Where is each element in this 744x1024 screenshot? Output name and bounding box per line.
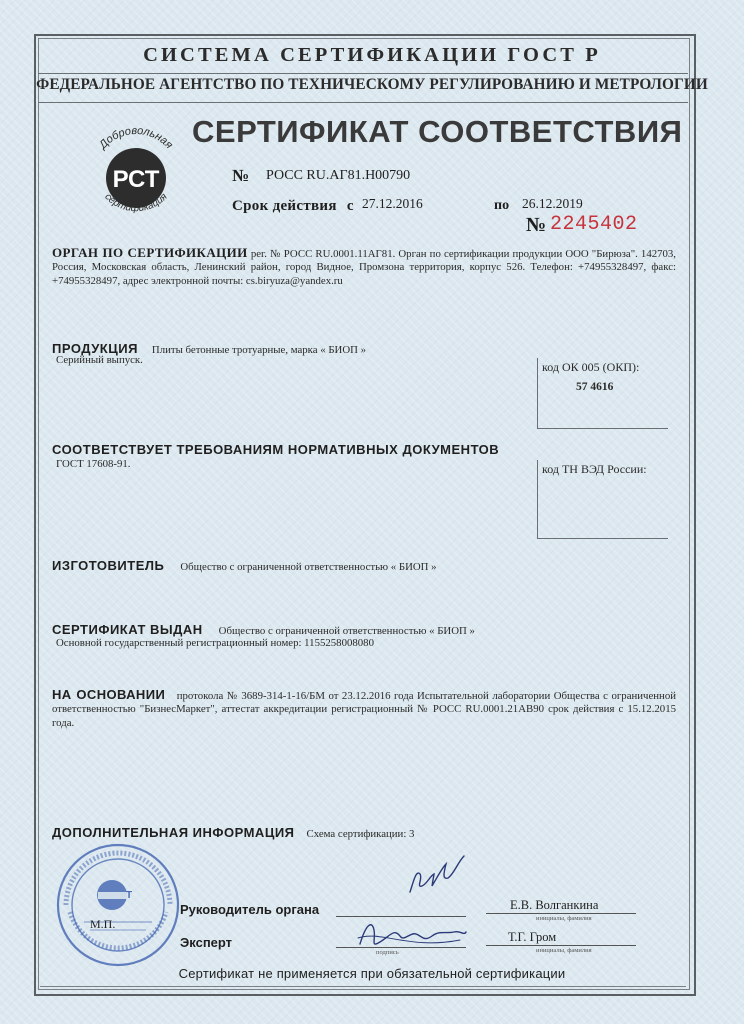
svg-text:Т: Т xyxy=(126,890,133,901)
product-heading: ПРОДУКЦИЯ xyxy=(52,341,138,356)
expert-name: Т.Г. Гром xyxy=(508,930,557,944)
certificate-title: СЕРТИФИКАТ СООТВЕТСТВИЯ xyxy=(192,114,683,149)
okp-label: код ОК 005 (ОКП): xyxy=(542,360,640,374)
serial-label: № xyxy=(526,214,547,236)
signature-caption: подпись xyxy=(376,949,399,956)
okp-value: 57 4616 xyxy=(576,381,614,393)
product-name: Плиты бетонные тротуарные, марка « БИОП » xyxy=(151,344,367,356)
conformity-heading: СООТВЕТСТВУЕТ ТРЕБОВАНИЯМ НОРМАТИВНЫХ ДОКУМЕНТОВ xyxy=(52,442,500,457)
manufacturer-section xyxy=(52,557,437,575)
issued-to-name: Общество с ограниченной ответственностью « БИОП » xyxy=(218,625,475,637)
conformity-standard: ГОСТ 17608-91. xyxy=(56,458,131,470)
validity-from: 27.12.2016 xyxy=(362,196,423,211)
header-divider-bottom xyxy=(38,102,688,103)
additional-info-heading: ДОПОЛНИТЕЛЬНАЯ ИНФОРМАЦИЯ xyxy=(52,825,295,840)
issued-to-reg-number: Основной государственный регистрационный номер: 1155258008080 xyxy=(56,637,374,649)
issued-to-heading: СЕРТИФИКАТ ВЫДАН xyxy=(52,622,203,637)
certification-body-text: рег. № РОСС RU.0001.11АГ81. Орган по сертификации продукции ООО "Бирюза". 142703, Россия, Московская область, Ленинский район, город Видное, Промзона территория, корпус 526. Телефон: +74955328497, факс: +74955328497, адрес электронной почты: cs.biryuza@yandex.ru xyxy=(52,248,677,287)
head-name-caption: инициалы, фамилия xyxy=(536,915,592,922)
header-divider xyxy=(38,73,688,74)
expert-label: Эксперт xyxy=(180,935,233,950)
certification-body-section xyxy=(52,246,676,288)
expert-name-line xyxy=(486,945,636,946)
serial-number: 2245402 xyxy=(550,213,638,236)
certificate-number: РОСС RU.АГ81.Н00790 xyxy=(266,168,411,183)
seal-label: М.П. xyxy=(90,917,116,931)
basis-section xyxy=(52,688,676,730)
logo-mark: РСТ xyxy=(112,166,160,193)
basis-heading: НА ОСНОВАНИИ xyxy=(52,687,166,702)
footer-note: Сертификат не применяется при обязательной сертификации xyxy=(178,966,566,981)
certification-body-heading: ОРГАН ПО СЕРТИФИКАЦИИ xyxy=(52,245,248,260)
round-seal-stamp xyxy=(48,840,188,970)
additional-info-text: Схема сертификации: 3 xyxy=(306,828,415,840)
expert-name-caption: инициалы, фамилия xyxy=(536,947,592,954)
logo-top-text: Добровольная xyxy=(97,124,175,152)
gost-r-logo xyxy=(80,120,190,220)
basis-text: протокола № 3689-314-1-16/БМ от 23.12.2016 года Испытательной лаборатории Общества с ограниченной ответственностью "БизнесМаркет", аттестат аккредитации регистрационный № РОСС RU.0001.21АВ90 срок действия с 15.12.2015 года. xyxy=(52,690,676,729)
validity-label-text: Срок действия xyxy=(232,198,337,214)
head-name-line xyxy=(486,913,636,914)
head-name: Е.В. Волганкина xyxy=(510,898,599,912)
head-of-body-label: Руководитель органа xyxy=(180,902,320,917)
validity-to-label: по xyxy=(494,198,510,213)
expert-handwritten-signature xyxy=(350,910,470,956)
validity-from-label: с xyxy=(346,198,354,214)
agency-name: ФЕДЕРАЛЬНОЕ АГЕНТСТВО ПО ТЕХНИЧЕСКОМУ РЕГУЛИРОВАНИЮ И МЕТРОЛОГИИ xyxy=(36,76,708,93)
manufacturer-heading: ИЗГОТОВИТЕЛЬ xyxy=(52,558,165,573)
tnved-label: код ТН ВЭД России: xyxy=(542,462,647,476)
head-handwritten-signature xyxy=(396,852,476,898)
footer-divider xyxy=(40,986,686,987)
system-title: СИСТЕМА СЕРТИФИКАЦИИ ГОСТ Р xyxy=(143,44,601,66)
logo-bottom-text: сертификация xyxy=(102,191,170,215)
number-label: № xyxy=(232,166,250,185)
manufacturer-name: Общество с ограниченной ответственностью « БИОП » xyxy=(180,561,437,573)
validity-label xyxy=(232,198,354,215)
product-release: Серийный выпуск. xyxy=(56,354,143,366)
validity-to: 26.12.2019 xyxy=(522,196,583,211)
